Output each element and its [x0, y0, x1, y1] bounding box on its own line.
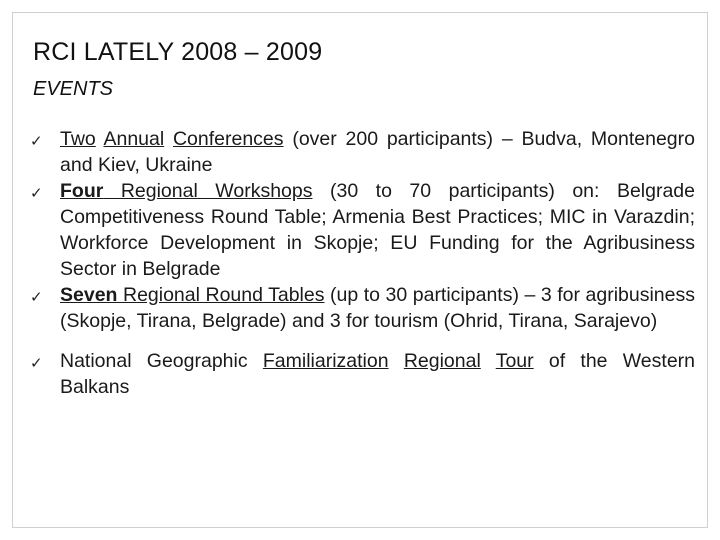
slide-title: RCI LATELY 2008 – 2009 — [33, 38, 323, 66]
checkmark-icon: ✓ — [30, 133, 43, 150]
bullet-underlined: Regional Round Tables — [117, 284, 325, 306]
bullet-text: (30 to 70 participants) on: Belgrade Competitiveness Round Table; Armenia Best Practices; MIC in Varazdin; Workforce Development in Skopje; EU Funding for the Agribusiness Sector in Belgrade — [60, 180, 695, 280]
bullet-text: of the Western Balkans — [60, 350, 695, 398]
bullet-lead: Seven — [60, 284, 118, 306]
bullet-underlined: Conferences — [172, 128, 284, 150]
bullet-item-round-tables — [30, 282, 695, 334]
bullet-list — [30, 126, 695, 400]
bullet-underlined: Familiarization — [262, 350, 389, 372]
bullet-text — [389, 350, 404, 372]
checkmark-icon: ✓ — [30, 289, 43, 306]
bullet-item-tour — [30, 348, 695, 400]
bullet-text: (over 200 participants) – Budva, Montenegro and Kiev, Ukraine — [60, 128, 695, 176]
checkmark-icon: ✓ — [30, 355, 43, 372]
bullet-text: (up to 30 participants) – 3 for agribusiness (Skopje, Tirana, Belgrade) and 3 for tourism (Ohrid, Tirana, Sarajevo) — [60, 284, 696, 332]
bullet-item-workshops — [30, 178, 695, 282]
bullet-text — [481, 350, 496, 372]
bullet-text: National Geographic — [60, 350, 263, 372]
bullet-underlined: Regional — [403, 350, 481, 372]
checkmark-icon: ✓ — [30, 185, 43, 202]
bullet-underlined: Annual — [103, 128, 165, 150]
bullet-underlined: Regional Workshops — [103, 180, 313, 202]
bullet-text — [164, 128, 173, 150]
bullet-lead: Four — [60, 180, 104, 202]
bullet-item-conferences — [30, 126, 695, 178]
slide-subtitle: EVENTS — [33, 78, 114, 100]
bullet-lead: Two — [60, 128, 96, 150]
bullet-underlined: Tour — [495, 350, 534, 372]
